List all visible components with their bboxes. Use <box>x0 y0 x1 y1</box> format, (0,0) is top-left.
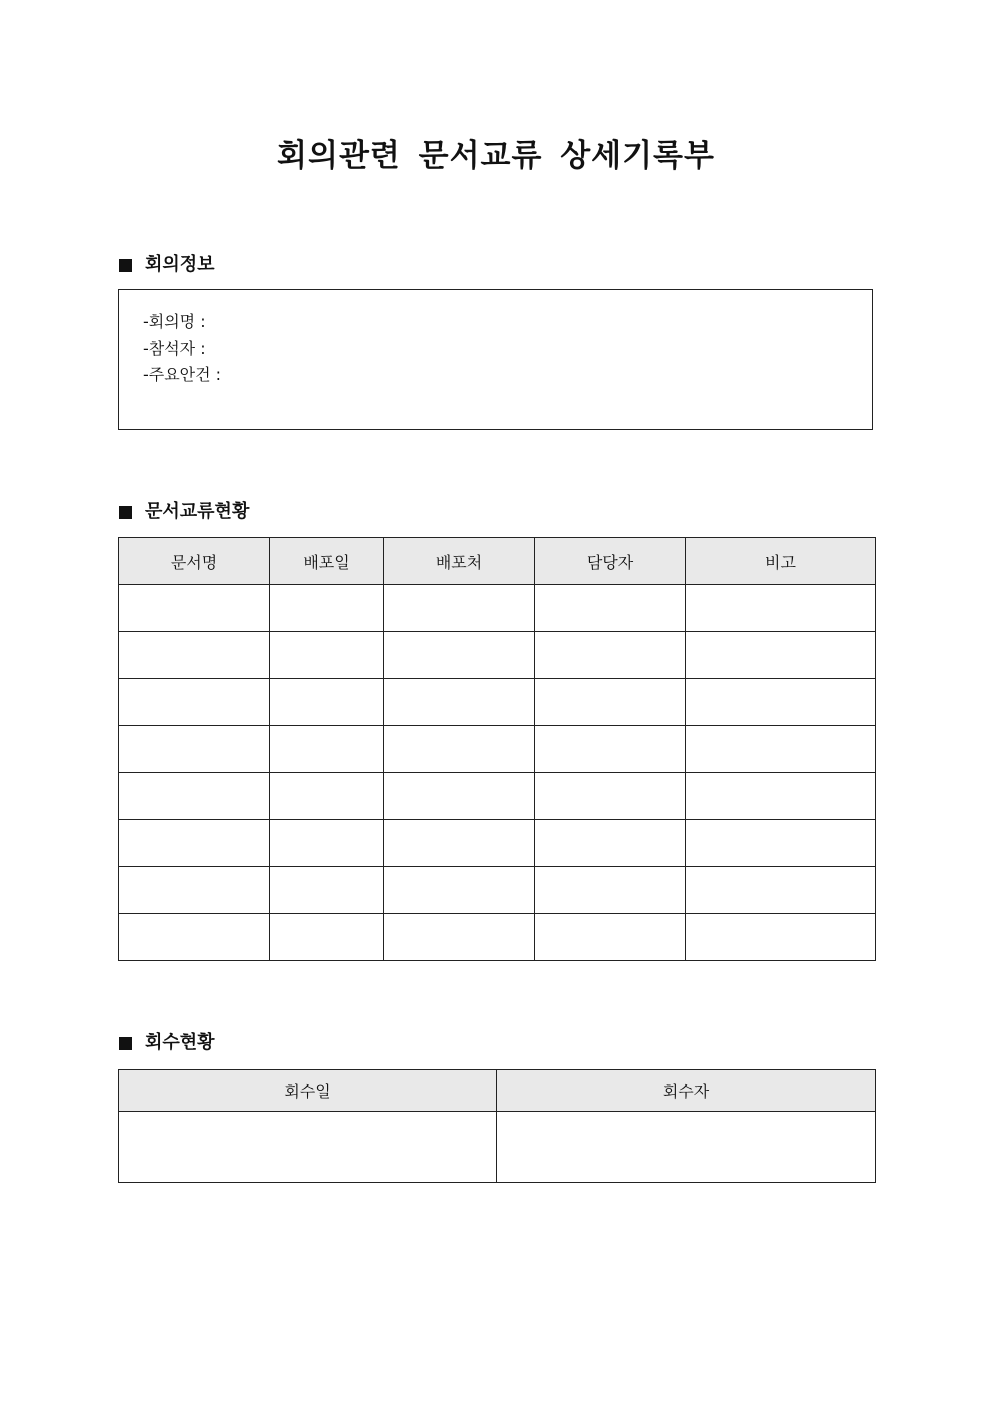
table-cell[interactable] <box>535 679 686 726</box>
table-cell[interactable] <box>686 914 876 961</box>
square-bullet-icon <box>119 1037 132 1050</box>
square-bullet-icon <box>119 506 132 519</box>
section-heading-label: 회의정보 <box>145 254 215 275</box>
table-cell[interactable] <box>270 679 384 726</box>
table-cell[interactable] <box>384 726 535 773</box>
column-header-distribution-destination: 배포처 <box>384 538 535 585</box>
table-row <box>119 632 876 679</box>
column-header-return-date: 회수일 <box>119 1070 497 1112</box>
table-cell[interactable] <box>270 585 384 632</box>
table-cell[interactable] <box>384 585 535 632</box>
table-cell[interactable] <box>384 632 535 679</box>
table-cell[interactable] <box>270 726 384 773</box>
table-row <box>119 679 876 726</box>
table-cell[interactable] <box>119 820 270 867</box>
table-cell[interactable] <box>686 726 876 773</box>
table-cell[interactable] <box>686 679 876 726</box>
table-cell[interactable] <box>119 726 270 773</box>
section-heading-label: 문서교류현황 <box>145 501 250 522</box>
table-cell[interactable] <box>270 820 384 867</box>
table-row <box>119 867 876 914</box>
table-cell[interactable] <box>270 867 384 914</box>
table-cell[interactable] <box>686 820 876 867</box>
table-cell[interactable] <box>119 679 270 726</box>
table-row <box>119 820 876 867</box>
column-header-remarks: 비고 <box>686 538 876 585</box>
section-heading-exchange-status <box>119 500 249 524</box>
meeting-info-box <box>118 289 873 430</box>
table-cell[interactable] <box>119 1112 497 1183</box>
table-cell[interactable] <box>384 679 535 726</box>
column-header-document-name: 문서명 <box>119 538 270 585</box>
table-cell[interactable] <box>384 773 535 820</box>
table-cell[interactable] <box>119 867 270 914</box>
table-cell[interactable] <box>535 773 686 820</box>
table-cell[interactable] <box>686 773 876 820</box>
table-cell[interactable] <box>497 1112 876 1183</box>
table-cell[interactable] <box>535 726 686 773</box>
table-cell[interactable] <box>270 773 384 820</box>
table-cell[interactable] <box>119 585 270 632</box>
table-cell[interactable] <box>119 914 270 961</box>
table-cell[interactable] <box>384 914 535 961</box>
section-heading-label: 회수현황 <box>145 1032 215 1053</box>
table-cell[interactable] <box>535 632 686 679</box>
table-row <box>119 726 876 773</box>
section-heading-meeting-info <box>119 253 215 277</box>
table-cell[interactable] <box>686 632 876 679</box>
section-heading-return-status <box>119 1031 215 1055</box>
table-cell[interactable] <box>535 867 686 914</box>
table-header-row <box>119 538 876 585</box>
table-row <box>119 585 876 632</box>
table-cell[interactable] <box>535 914 686 961</box>
column-header-distribution-date: 배포일 <box>270 538 384 585</box>
table-cell[interactable] <box>535 585 686 632</box>
table-cell[interactable] <box>535 820 686 867</box>
table-cell[interactable] <box>270 914 384 961</box>
exchange-status-table <box>118 537 876 961</box>
table-row <box>119 914 876 961</box>
document-title: 회의관련 문서교류 상세기록부 <box>277 138 715 174</box>
table-row <box>119 1112 876 1183</box>
square-bullet-icon <box>119 259 132 272</box>
table-cell[interactable] <box>686 867 876 914</box>
attendees-line: -참석자 : <box>143 338 206 358</box>
table-header-row <box>119 1070 876 1112</box>
return-status-table <box>118 1069 876 1183</box>
meeting-name-line: -회의명 : <box>143 312 206 331</box>
table-cell[interactable] <box>686 585 876 632</box>
table-cell[interactable] <box>384 867 535 914</box>
table-cell[interactable] <box>270 632 384 679</box>
main-agenda-line: -주요안건 : <box>143 365 222 384</box>
column-header-person-in-charge: 담당자 <box>535 538 686 585</box>
table-row <box>119 773 876 820</box>
table-cell[interactable] <box>119 773 270 820</box>
table-cell[interactable] <box>119 632 270 679</box>
column-header-returned-by: 회수자 <box>497 1070 876 1112</box>
table-cell[interactable] <box>384 820 535 867</box>
